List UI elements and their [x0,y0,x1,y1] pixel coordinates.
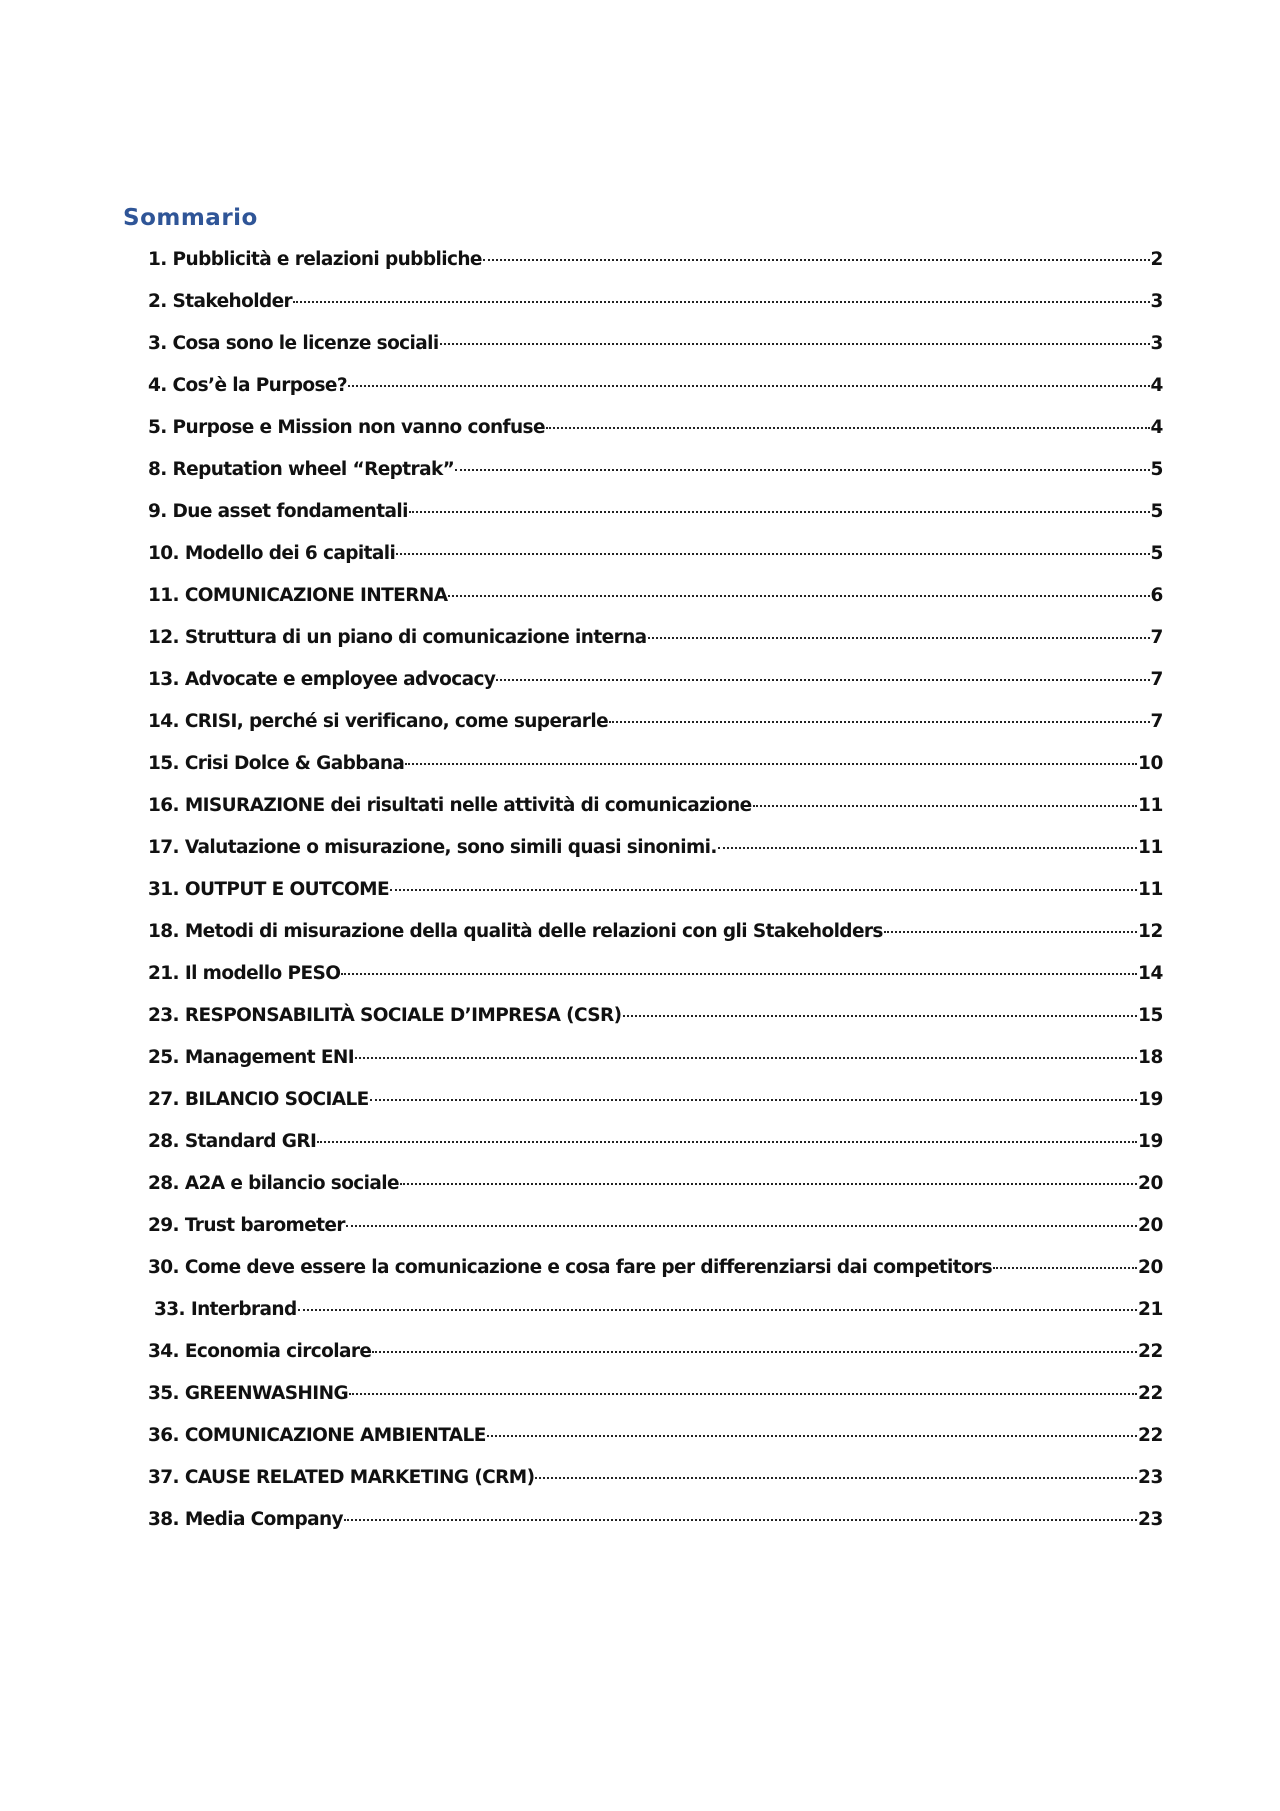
toc-entry-title[interactable]: 29. Trust barometer [148,1215,345,1236]
toc-entry-page-number[interactable]: 19 [1138,1131,1163,1152]
toc-dot-leader [409,511,1150,513]
toc-dot-leader [718,847,1137,849]
toc-dot-leader [396,553,1149,555]
toc-entry[interactable] [148,1463,1163,1505]
toc-entry[interactable] [148,875,1163,917]
toc-dot-leader [993,1267,1137,1269]
toc-entry-page-number[interactable]: 15 [1138,1005,1163,1026]
toc-entry[interactable] [148,1421,1163,1463]
toc-entry-page-number[interactable]: 2 [1150,249,1163,270]
toc-dot-leader [535,1477,1137,1479]
toc-entry[interactable] [148,707,1163,749]
toc-entry[interactable] [148,371,1163,413]
toc-entry-title[interactable]: 36. COMUNICAZIONE AMBIENTALE [148,1425,486,1446]
toc-entry-title[interactable]: 31. OUTPUT E OUTCOME [148,879,390,900]
toc-entry[interactable] [148,665,1163,707]
toc-entry[interactable] [148,1211,1163,1253]
toc-entry-page-number[interactable]: 14 [1138,963,1163,984]
toc-entry[interactable] [148,749,1163,791]
toc-entry-title[interactable]: 37. CAUSE RELATED MARKETING (CRM) [148,1467,535,1488]
toc-dot-leader [341,973,1137,975]
toc-entry-title[interactable]: 11. COMUNICAZIONE INTERNA [148,585,448,606]
toc-entry[interactable] [148,1001,1163,1043]
toc-dot-leader [440,343,1150,345]
toc-entry-page-number[interactable]: 18 [1138,1047,1163,1068]
toc-entry-title[interactable]: 16. MISURAZIONE dei risultati nelle attività di comunicazione [148,795,752,816]
toc-entry[interactable] [148,1295,1163,1337]
toc-entry-page-number[interactable]: 7 [1150,711,1163,732]
toc-dot-leader [349,1393,1137,1395]
toc-entry-page-number[interactable]: 20 [1138,1215,1163,1236]
toc-dot-leader [298,1309,1137,1311]
toc-entry-page-number[interactable]: 6 [1150,585,1163,606]
toc-entry-page-number[interactable]: 7 [1150,627,1163,648]
toc-dot-leader [609,721,1149,723]
toc-dot-leader [317,1141,1137,1143]
toc-entry-title[interactable]: 34. Economia circolare [148,1341,372,1362]
toc-entry-title[interactable]: 25. Management ENI [148,1047,355,1068]
toc-entry-title[interactable]: 1. Pubblicità e relazioni pubbliche [148,249,482,270]
toc-entry-title[interactable]: 23. RESPONSABILITÀ SOCIALE D’IMPRESA (CSR) [148,1005,622,1026]
toc-entry-page-number[interactable]: 11 [1138,795,1163,816]
toc-entry-title[interactable]: 8. Reputation wheel “Reptrak” [148,459,455,480]
toc-entry[interactable] [148,413,1163,455]
toc-entry[interactable] [148,1379,1163,1421]
toc-dot-leader [546,427,1150,429]
toc-entry-title[interactable]: 3. Cosa sono le licenze sociali [148,333,439,354]
toc-entry-title[interactable]: 10. Modello dei 6 capitali [148,543,396,564]
toc-list [148,245,1163,1547]
toc-entry-page-number[interactable]: 23 [1138,1509,1163,1530]
toc-entry-title[interactable]: 35. GREENWASHING [148,1383,349,1404]
toc-entry[interactable] [148,1253,1163,1295]
toc-entry[interactable] [148,497,1163,539]
toc-entry[interactable] [148,1337,1163,1379]
toc-dot-leader [348,385,1149,387]
toc-dot-leader [344,1519,1137,1521]
toc-entry-title[interactable]: 17. Valutazione o misurazione, sono simili quasi sinonimi. [148,837,717,858]
toc-entry-page-number[interactable]: 4 [1150,417,1163,438]
toc-entry[interactable] [148,917,1163,959]
toc-entry[interactable] [148,581,1163,623]
toc-dot-leader [487,1435,1137,1437]
toc-dot-leader [372,1351,1137,1353]
toc-dot-leader [648,637,1150,639]
toc-dot-leader [448,595,1149,597]
toc-entry-page-number[interactable]: 5 [1150,543,1163,564]
toc-entry-page-number[interactable]: 7 [1150,669,1163,690]
toc-title: Sommario [123,205,258,231]
toc-entry-title[interactable]: 18. Metodi di misurazione della qualità delle relazioni con gli Stakeholders [148,921,883,942]
toc-entry[interactable] [148,539,1163,581]
toc-dot-leader [483,259,1150,261]
toc-entry[interactable] [148,455,1163,497]
toc-entry-title[interactable]: 14. CRISI, perché si verificano, come superarle [148,711,609,732]
toc-dot-leader [293,301,1149,303]
toc-entry[interactable] [148,623,1163,665]
toc-entry-title[interactable]: 33. Interbrand [154,1299,297,1320]
toc-entry-title[interactable]: 30. Come deve essere la comunicazione e cosa fare per differenziarsi dai competitors [148,1257,993,1278]
toc-entry-title[interactable]: 9. Due asset fondamentali [148,501,408,522]
toc-entry-title[interactable]: 27. BILANCIO SOCIALE [148,1089,369,1110]
toc-entry-page-number[interactable]: 22 [1138,1383,1163,1404]
toc-entry-page-number[interactable]: 3 [1150,333,1163,354]
toc-dot-leader [884,931,1137,933]
toc-entry-page-number[interactable]: 11 [1138,837,1163,858]
toc-entry-title[interactable]: 2. Stakeholder [148,291,293,312]
toc-entry-title[interactable]: 15. Crisi Dolce & Gabbana [148,753,405,774]
toc-dot-leader [496,679,1149,681]
toc-entry[interactable] [148,1127,1163,1169]
toc-entry-page-number[interactable]: 20 [1138,1173,1163,1194]
toc-entry-page-number[interactable]: 22 [1138,1341,1163,1362]
toc-entry[interactable] [148,287,1163,329]
toc-entry-page-number[interactable]: 4 [1150,375,1163,396]
toc-entry[interactable] [148,833,1163,875]
toc-dot-leader [400,1183,1137,1185]
toc-entry-page-number[interactable]: 10 [1138,753,1163,774]
toc-entry[interactable] [148,959,1163,1001]
toc-entry-title[interactable]: 4. Cos’è la Purpose? [148,375,348,396]
toc-entry-page-number[interactable]: 21 [1138,1299,1163,1320]
toc-entry-page-number[interactable]: 23 [1138,1467,1163,1488]
toc-dot-leader [390,889,1137,891]
toc-entry-page-number[interactable]: 3 [1150,291,1163,312]
toc-dot-leader [623,1015,1138,1017]
toc-entry-title[interactable]: 12. Struttura di un piano di comunicazione interna [148,627,647,648]
toc-entry[interactable] [148,791,1163,833]
toc-entry-page-number[interactable]: 5 [1150,501,1163,522]
toc-entry[interactable] [148,1085,1163,1127]
toc-entry-page-number[interactable]: 20 [1138,1257,1163,1278]
toc-entry[interactable] [148,245,1163,287]
toc-dot-leader [753,805,1137,807]
toc-entry-title[interactable]: 5. Purpose e Mission non vanno confuse [148,417,545,438]
toc-entry-title[interactable]: 38. Media Company [148,1509,343,1530]
toc-entry-title[interactable]: 28. Standard GRI [148,1131,317,1152]
toc-dot-leader [370,1099,1137,1101]
toc-entry-title[interactable]: 13. Advocate e employee advocacy [148,669,496,690]
toc-entry[interactable] [148,1505,1163,1547]
toc-entry-page-number[interactable]: 19 [1138,1089,1163,1110]
toc-entry-page-number[interactable]: 11 [1138,879,1163,900]
toc-dot-leader [346,1225,1137,1227]
toc-entry-page-number[interactable]: 5 [1150,459,1163,480]
toc-dot-leader [455,469,1149,471]
toc-dot-leader [405,763,1137,765]
toc-entry-title[interactable]: 21. Il modello PESO [148,963,341,984]
toc-entry-page-number[interactable]: 22 [1138,1425,1163,1446]
toc-entry-title[interactable]: 28. A2A e bilancio sociale [148,1173,399,1194]
toc-dot-leader [355,1057,1137,1059]
toc-entry[interactable] [148,1043,1163,1085]
toc-entry[interactable] [148,329,1163,371]
toc-entry[interactable] [148,1169,1163,1211]
toc-entry-page-number[interactable]: 12 [1138,921,1163,942]
